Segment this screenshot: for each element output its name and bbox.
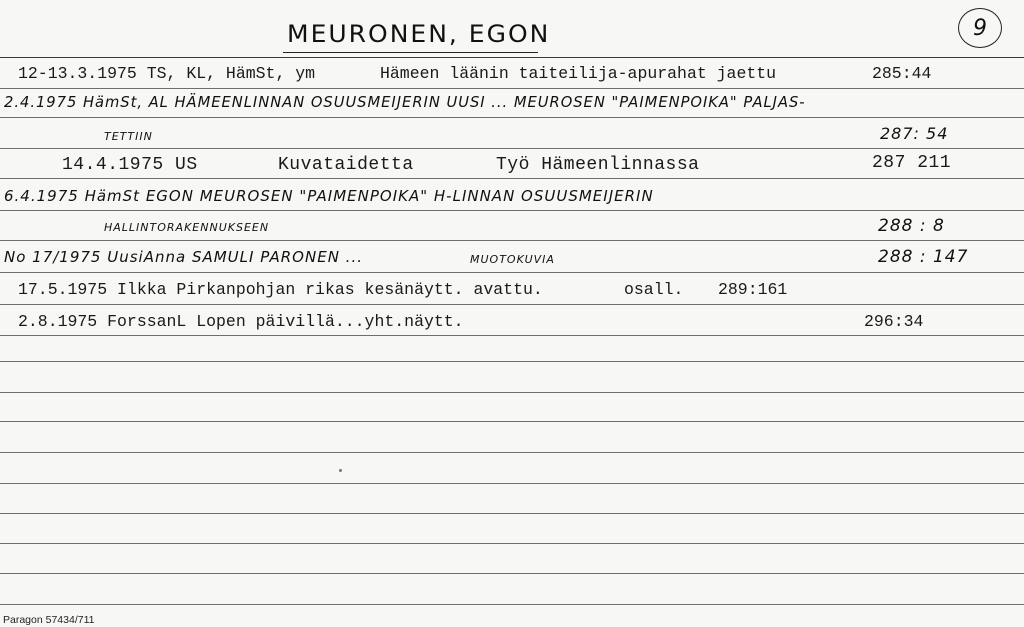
card-heading: MEURONEN, EGON: [287, 20, 551, 48]
card-rule: [0, 604, 1024, 605]
card-rule: [0, 361, 1024, 362]
card-rule: [0, 240, 1024, 241]
entry-7-ref: 296:34: [864, 312, 924, 331]
entry-2-handwritten-line2: TETTIIN: [104, 130, 153, 143]
card-rule: [0, 272, 1024, 273]
entry-4-handwritten-line1: 6.4.1975 HämSt EGON MEUROSEN "PAIMENPOIKA" H-LINNAN OSUUSMEIJERIN: [4, 187, 654, 205]
entry-1-source: 12-13.3.1975 TS, KL, HämSt, ym: [18, 64, 316, 83]
entry-6-ref: 289:161: [718, 280, 788, 299]
card-footer: Paragon 57434/711: [3, 614, 95, 626]
card-rule: [0, 304, 1024, 305]
entry-2-handwritten-line1: 2.4.1975 HämSt, AL HÄMEENLINNAN OSUUSMEIJERIN UUSI ... MEUROSEN "PAIMENPOIKA" PALJAS-: [4, 93, 806, 111]
heading-underline: [283, 52, 538, 53]
card-rule: [0, 117, 1024, 118]
entry-5-handwritten-line1: No 17/1975 UusiAnna SAMULI PARONEN ...: [4, 248, 363, 266]
card-rule: [0, 421, 1024, 422]
entry-4-ref: 288 : 8: [878, 216, 945, 236]
card-rule: [0, 148, 1024, 149]
entry-2-ref: 287: 54: [880, 124, 949, 143]
card-number: 9: [958, 8, 1002, 48]
entry-3-source: Kuvataidetta: [278, 155, 414, 175]
entry-3-ref: 287 211: [872, 153, 952, 173]
card-rule: [0, 573, 1024, 574]
entry-7-text: 2.8.1975 ForssanL Lopen päivillä...yht.näytt.: [18, 312, 464, 331]
entry-4-handwritten-line2: HALLINTORAKENNUKSEEN: [104, 221, 270, 234]
card-rule: [0, 57, 1024, 58]
stray-mark: [339, 469, 342, 472]
entry-1-description: Hämeen läänin taiteilija-apurahat jaettu: [380, 64, 777, 83]
entry-3-description: Työ Hämeenlinnassa: [496, 155, 700, 175]
card-rule: [0, 210, 1024, 211]
card-rule: [0, 513, 1024, 514]
card-rule: [0, 452, 1024, 453]
entry-5-description: MUOTOKUVIA: [470, 253, 555, 266]
entry-6-note: osall.: [624, 280, 684, 299]
card-rule: [0, 543, 1024, 544]
entry-3-date: 14.4.1975 US: [62, 155, 198, 175]
entry-6-text: 17.5.1975 Ilkka Pirkanpohjan rikas kesänäytt. avattu.: [18, 280, 543, 299]
card-rule: [0, 178, 1024, 179]
card-rule: [0, 335, 1024, 336]
entry-5-ref: 288 : 147: [878, 247, 969, 267]
card-rule: [0, 88, 1024, 89]
card-rule: [0, 483, 1024, 484]
entry-1-ref: 285:44: [872, 64, 932, 83]
card-rule: [0, 392, 1024, 393]
